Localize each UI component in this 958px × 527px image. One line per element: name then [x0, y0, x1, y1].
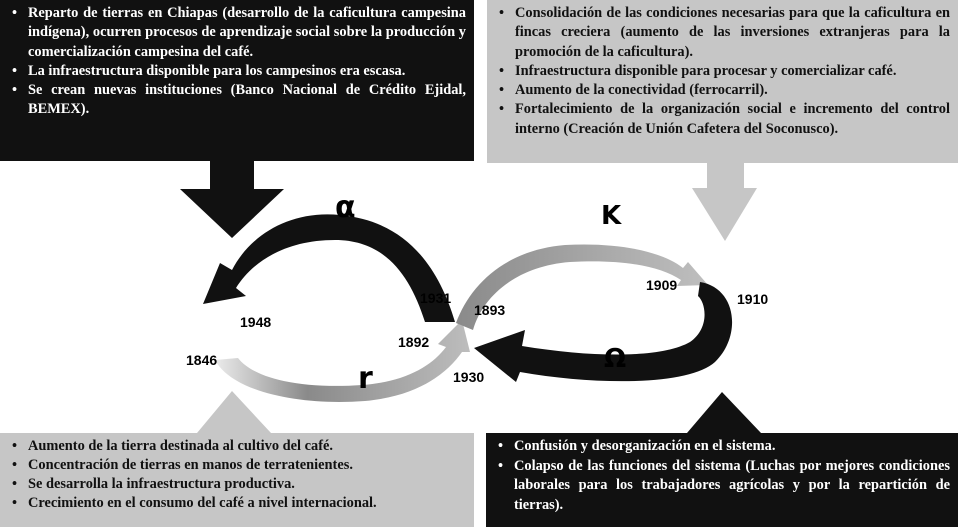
phase-list-bottom-right	[492, 437, 950, 515]
list-item: • Confusión y desorganización en el sistema.	[514, 437, 950, 457]
phase-box-bottom-right	[486, 433, 958, 527]
list-item: • Se desarrolla la infraestructura productiva.	[28, 475, 466, 494]
arrow-up-dark	[687, 392, 761, 437]
phase-list-bottom-left	[6, 437, 466, 513]
list-item: • Consolidación de las condiciones necesarias para que la caficultura en fincas creciera (aumento de las inversiones extranjeras para la promoción de la caficultura).	[515, 4, 950, 62]
alpha-phase-arrow	[203, 214, 455, 322]
list-item: • Aumento de la tierra destinada al cultivo del café.	[28, 437, 466, 456]
list-item: • Reparto de tierras en Chiapas (desarrollo de la caficultura campesina indígena), ocurren procesos de aprendizaje social sobre la producción y comercialización campesina del café.	[28, 4, 466, 62]
arrow-up-light	[197, 391, 271, 437]
phase-list-top-right	[493, 4, 950, 139]
phase-box-bottom-left	[0, 433, 474, 527]
year-1846: 1846	[186, 352, 218, 368]
list-item: • Crecimiento en el consumo del café a nivel internacional.	[28, 494, 466, 513]
year-1892: 1892	[398, 334, 430, 350]
phase-box-top-left	[0, 0, 474, 161]
arrow-down-light	[692, 163, 757, 241]
omega-label: Ω	[604, 344, 627, 374]
year-1930: 1930	[453, 369, 485, 385]
year-1893: 1893	[474, 302, 506, 318]
phase-list-top-left	[6, 4, 466, 120]
arrow-down-dark	[180, 161, 284, 238]
year-1948: 1948	[240, 314, 272, 330]
year-1931: 1931	[420, 290, 452, 306]
year-1910: 1910	[737, 291, 769, 307]
list-item: • Se crean nuevas instituciones (Banco Nacional de Crédito Ejidal, BEMEX).	[28, 81, 466, 120]
phase-box-top-right	[487, 0, 958, 163]
list-item: • Colapso de las funciones del sistema (Luchas por mejores condiciones laborales para los trabajadores agrícolas y por la repartición de tierras).	[514, 457, 950, 516]
r-phase-arrow	[215, 320, 470, 402]
kappa-label: K	[601, 201, 622, 231]
list-item: • Aumento de la conectividad (ferrocarril).	[515, 81, 950, 100]
list-item: • Concentración de tierras en manos de terratenientes.	[28, 456, 466, 475]
list-item: • Infraestructura disponible para procesar y comercializar café.	[515, 62, 950, 81]
r-label: r	[358, 361, 373, 396]
list-item: • Fortalecimiento de la organización social e incremento del control interno (Creación de Unión Cafetera del Soconusco).	[515, 100, 950, 139]
year-1909: 1909	[646, 277, 678, 293]
alpha-label: α	[335, 190, 356, 225]
list-item: • La infraestructura disponible para los campesinos era escasa.	[28, 62, 466, 81]
